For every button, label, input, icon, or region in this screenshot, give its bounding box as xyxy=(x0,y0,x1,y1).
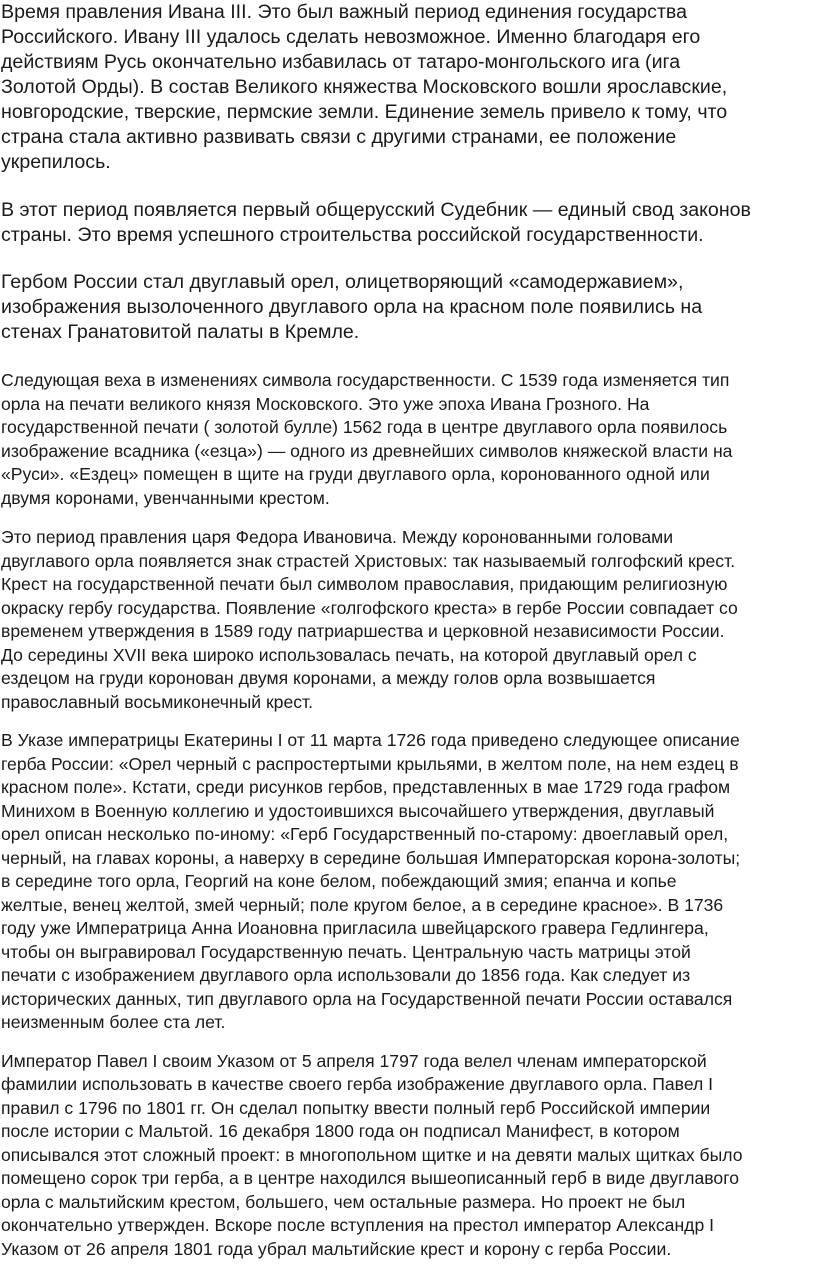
paragraph-fedor-ivanovich: Это период правления царя Федора Ивановича. Между коронованными головами двуглавого орла появляется знак страстей Христовых: так называемый голгофский крест. Крест на государственной печати был символом православия, придающим религиозную окраску гербу государства. Появление «голгофского креста» в гербе России совпадает со временем утверждения в 1589 году патриаршества и церковной независимости России. До середины XVII века широко использовалась печать, на которой двуглавый орел с ездецом на груди коронован двумя коронами, а между голов орла возвышается православный восьмиконечный крест. xyxy=(1,527,738,712)
paragraph-sudebnik: В этот период появляется первый общерусский Судебник — единый свод законов страны. Это время успешного строительства российской государственности. xyxy=(1,199,751,246)
paragraph-ivan-iii: Время правления Ивана III. Это был важный период единения государства Российского. Ивану III удалось сделать невозможное. Именно благодаря его действиям Русь окончательно избавилась от татаро-монгольского ига (ига Золотой Орды). В состав Великого княжества Московского вошли ярославские, новгородские, тверские, пермские земли. Единение земель привело к тому, что страна стала активно развивать связи с другими странами, ее положение укрепилось. xyxy=(1,1,728,173)
paragraph-catherine-decree: В Указе императрицы Екатерины I от 11 марта 1726 года приведено следующее описание герба России: «Орел черный с распростертыми крыльями, в желтом поле, на нем ездец в красном поле». Кстати, среди рисунков гербов, представленных в мае 1729 года графом Минихом в Военную коллегию и удостоившихся высочайшего утверждения, двуглавый орел описан несколько по-иному: «Герб Государственный по-старому: двоеглавый орел, черный, на главах короны, а наверху в середине большая Императорская корона-золоты; в середине того орла, Георгий на коне белом, побеждающий змия; епанча и копье желтые, венец желтой, змей черный; поле кругом белое, а в середине красное». В 1736 году уже Императрица Анна Иоановна пригласила швейцарского гравера Гедлингера, чтобы он выгравировал Государственную печать. Центральную часть матрицы этой печати с изображением двуглавого орла использовали до 1856 года. Как следует из исторических данных, тип двуглавого орла на Государственной печати России оставался неизменным более ста лет. xyxy=(1,730,741,1032)
document-page xyxy=(1,0,813,1261)
paragraph-coat-of-arms: Гербом России стал двуглавый орел, олицетворяющий «самодержавием», изображения вызолоченного двуглавого орла на красном поле появились на стенах Гранатовитой палаты в Кремле. xyxy=(1,271,703,343)
paragraph-1539-seal: Следующая веха в изменениях символа государственности. С 1539 года изменяется тип орла на печати великого князя Московского. Это уже эпоха Ивана Грозного. На государственной печати ( золотой булле) 1562 года в центре двуглавого орла появилось изображение всадника («езца») — одного из древнейших символов княжеской власти на «Руси». «Ездец» помещен в щите на груди двуглавого орла, коронованного одной или двумя коронами, увенчанными крестом. xyxy=(1,370,733,508)
paragraph-paul-i: Император Павел I своим Указом от 5 апреля 1797 года велел членам императорской фамилии использовать в качестве своего герба изображение двуглавого орла. Павел I правил с 1796 по 1801 гг. Он сделал попытку ввести полный герб Российской империи после истории с Мальтой. 16 декабря 1800 года он подписал Манифест, в котором описывался этот сложный проект: в многопольном щитке и на девяти малых щитках было помещено сорок три герба, а в центре находился вышеописанный герб в виде двуглавого орла с мальтийским крестом, большего, чем остальные размера. Но проект не был окончательно утвержден. Вскоре после вступления на престол император Александр I Указом от 26 апреля 1801 года убрал мальтийские крест и корону с герба России. xyxy=(1,1050,743,1259)
